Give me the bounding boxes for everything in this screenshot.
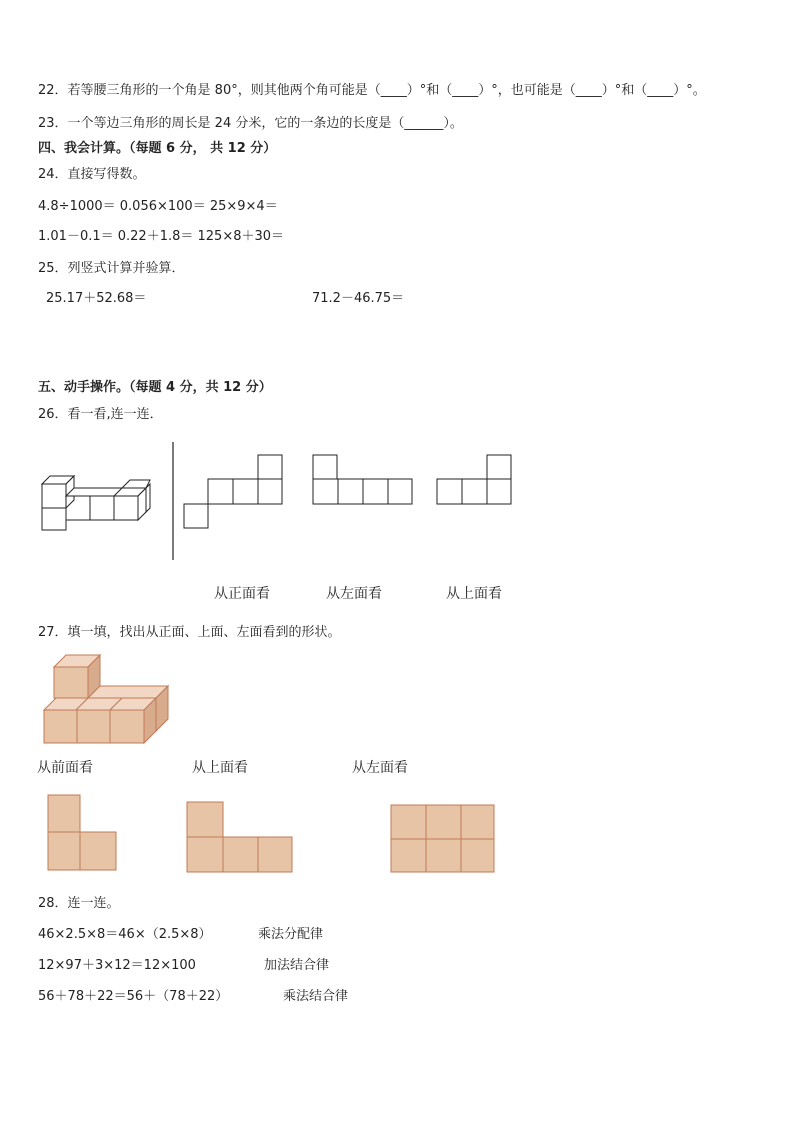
q27-view-1 xyxy=(48,795,116,870)
section-5-heading: 五、动手操作。（每题 4 分，共 12 分） xyxy=(38,380,272,395)
q28-left-2: 12×97＋3×12＝12×100 xyxy=(38,958,196,973)
q27-label-left: 从左面看 xyxy=(352,760,408,776)
question-28: 28．连一连。 xyxy=(38,896,120,911)
question-24-row-1: 4.8÷1000＝ 0.056×100＝ 25×9×4＝ xyxy=(38,199,278,214)
q28-left-3: 56＋78＋22＝56＋（78＋22） xyxy=(38,989,229,1004)
question-22: 22．若等腰三角形的一个角是 80°，则其他两个角可能是（____）°和（____）°，也可能是（____）°和（____）°。 xyxy=(38,83,706,98)
q28-right-3: 乘法结合律 xyxy=(283,989,349,1004)
q27-view-2 xyxy=(187,802,292,872)
q27-label-front: 从前面看 xyxy=(37,760,93,776)
q27-label-top: 从上面看 xyxy=(192,760,248,776)
q28-right-1: 乘法分配律 xyxy=(258,927,324,942)
q28-right-2: 加法结合律 xyxy=(264,958,330,973)
question-26: 26．看一看,连一连． xyxy=(38,407,163,422)
question-23: 23．一个等边三角形的周长是 24 分米，它的一条边的长度是（______）。 xyxy=(38,116,463,131)
question-25-expression-b: 71.2－46.75＝ xyxy=(312,291,405,306)
question-25: 25．列竖式计算并验算． xyxy=(38,261,185,276)
q26-label-left: 从左面看 xyxy=(326,586,382,602)
question-27: 27．填一填，找出从正面、上面、左面看到的形状。 xyxy=(38,625,341,640)
question-24: 24．直接写得数。 xyxy=(38,167,146,182)
question-25-expression-a: 25.17＋52.68＝ xyxy=(46,291,147,306)
section-4-heading: 四、我会计算。（每题 6 分， 共 12 分） xyxy=(38,141,277,156)
q26-label-top: 从上面看 xyxy=(446,586,502,602)
q26-label-front: 从正面看 xyxy=(214,586,270,602)
question-24-row-2: 1.01－0.1＝ 0.22＋1.8＝ 125×8＋30＝ xyxy=(38,229,285,244)
q28-left-1: 46×2.5×8＝46×（2.5×8） xyxy=(38,927,212,942)
q27-view-3 xyxy=(391,805,494,872)
